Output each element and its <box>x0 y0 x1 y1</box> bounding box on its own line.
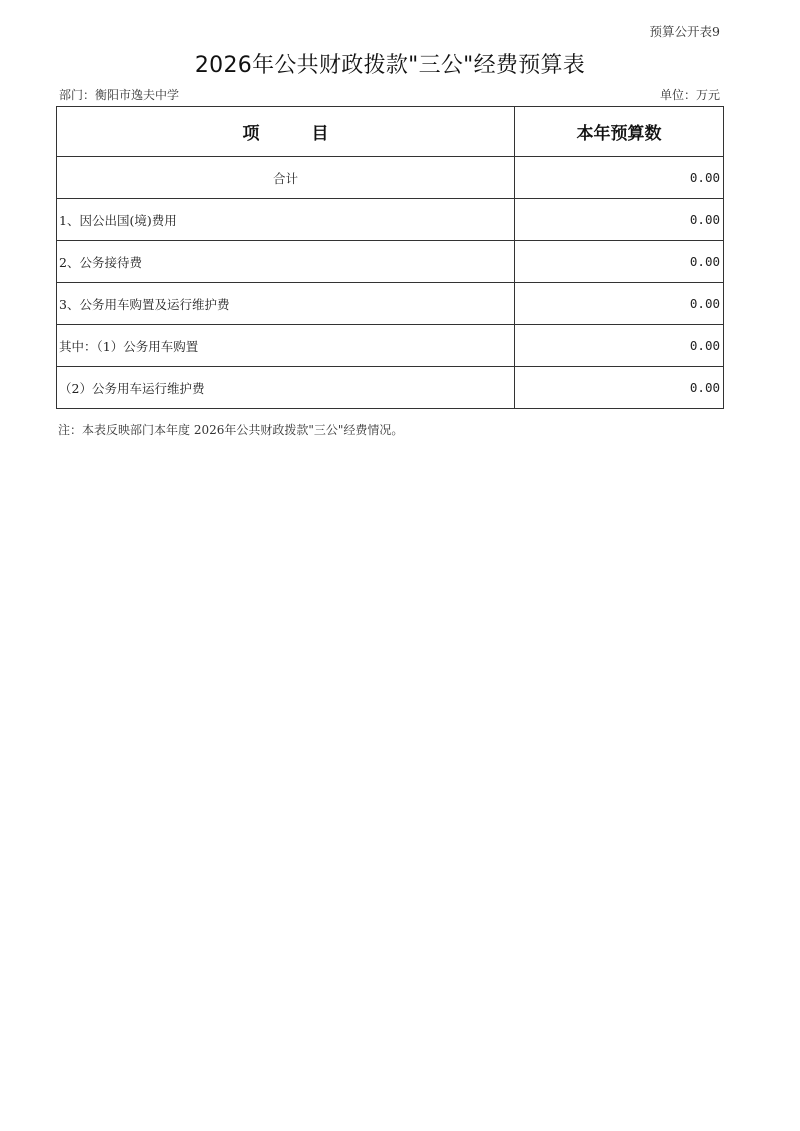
column-header-item-part2: 目 <box>311 124 329 144</box>
meta-row <box>57 86 722 104</box>
row-item-label: 2、公务接待费 <box>57 241 515 283</box>
row-item-label: （2）公务用车运行维护费 <box>57 367 515 409</box>
row-amount-value: 0.00 <box>515 241 724 283</box>
row-amount-value: 0.00 <box>515 157 724 199</box>
department-label: 部门：衡阳市逸夫中学 <box>59 88 180 102</box>
page-title: 2026年公共财政拨款"三公"经费预算表 <box>194 53 586 78</box>
table-row <box>57 325 724 367</box>
row-amount-value: 0.00 <box>515 199 724 241</box>
column-header-amount: 本年预算数 <box>515 107 724 157</box>
row-amount-value: 0.00 <box>515 283 724 325</box>
table-row-total <box>57 157 724 199</box>
row-item-label: 合计 <box>57 157 515 199</box>
footnote: 注：本表反映部门本年度 2026年公共财政拨款"三公"经费情况。 <box>58 423 404 437</box>
table-header-row <box>57 107 724 157</box>
unit-label: 单位：万元 <box>659 88 720 102</box>
row-amount-value: 0.00 <box>515 367 724 409</box>
column-header-item-part1: 项 <box>242 124 260 144</box>
table-row <box>57 283 724 325</box>
table-row <box>57 367 724 409</box>
row-item-label: 1、因公出国(境)费用 <box>57 199 515 241</box>
table-row <box>57 199 724 241</box>
form-code-label: 预算公开表9 <box>649 24 720 39</box>
row-item-label: 其中：（1）公务用车购置 <box>57 325 515 367</box>
budget-table <box>56 106 724 409</box>
table-row <box>57 241 724 283</box>
row-item-label: 3、公务用车购置及运行维护费 <box>57 283 515 325</box>
column-header-item <box>57 107 515 157</box>
row-amount-value: 0.00 <box>515 325 724 367</box>
